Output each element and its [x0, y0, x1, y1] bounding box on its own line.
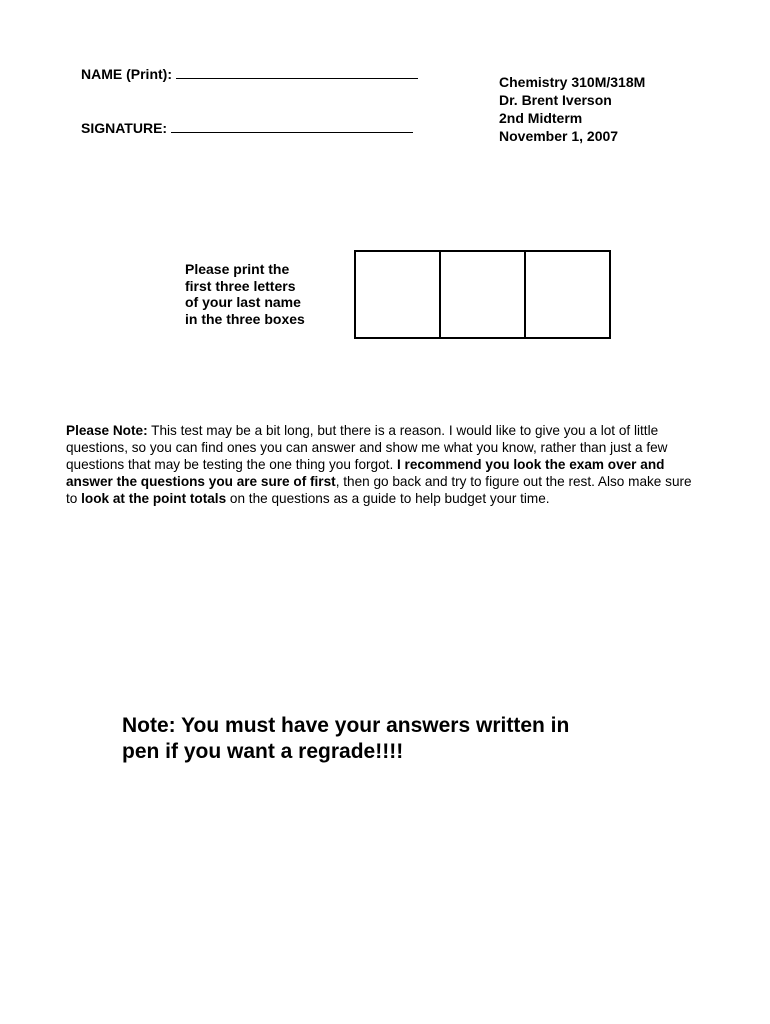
- regrade-note: [122, 713, 682, 765]
- last-name-letter-boxes: [354, 250, 611, 339]
- signature-label: SIGNATURE:: [81, 120, 168, 136]
- please-note-point-totals: look at the point totals: [81, 491, 227, 506]
- box-instructions: [185, 261, 345, 327]
- please-note-text: , then go back and try to figure out the rest. Also make sure to: [66, 474, 692, 506]
- regrade-note-line: pen if you want a regrade!!!!: [122, 740, 404, 763]
- instruction-line: first three letters: [185, 277, 296, 294]
- course-title: Chemistry 310M/318M: [499, 74, 646, 90]
- course-info: [499, 73, 645, 145]
- exam-title: 2nd Midterm: [499, 110, 583, 126]
- instruction-line: Please print the: [185, 261, 290, 277]
- name-label: NAME (Print):: [81, 66, 172, 82]
- signature-input-line[interactable]: [171, 120, 413, 133]
- name-field: [81, 66, 418, 82]
- please-note-recommendation: I recommend you look the exam over and answer the questions you are sure of first: [66, 457, 665, 489]
- please-note-text: This test may be a bit long, but there is a reason. I would like to give you a lot of little questions, so you can find ones you can answer and show me what you know, rather than just a few questions that may be testing the one thing you forgot.: [66, 423, 668, 472]
- letter-box-3[interactable]: [526, 252, 609, 337]
- letter-box-1[interactable]: [356, 252, 441, 337]
- signature-field: [81, 120, 413, 136]
- regrade-note-line: Note: You must have your answers written in: [122, 714, 570, 737]
- please-note-text: on the questions as a guide to help budget your time.: [226, 491, 550, 506]
- name-input-line[interactable]: [176, 66, 418, 79]
- instruction-line: of your last name: [185, 294, 301, 310]
- please-note-paragraph: [66, 422, 696, 507]
- please-note-lead: Please Note:: [66, 423, 148, 438]
- instruction-line: in the three boxes: [185, 310, 305, 327]
- exam-date: November 1, 2007: [499, 128, 619, 144]
- letter-box-2[interactable]: [441, 252, 526, 337]
- instructor-name: Dr. Brent Iverson: [499, 92, 612, 108]
